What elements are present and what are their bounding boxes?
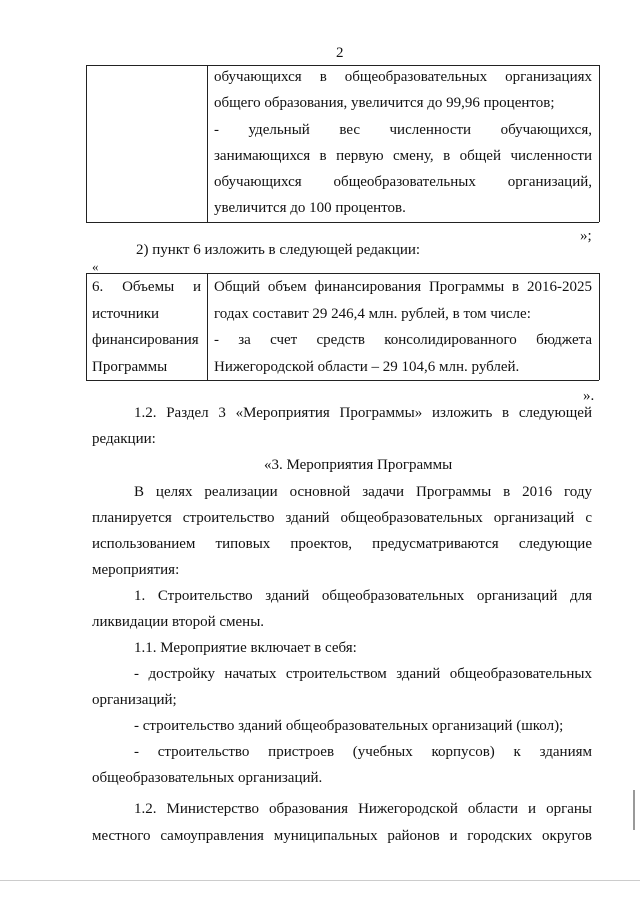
table-right-cell-line: годах составит 29 246,4 млн. рублей, в том числе: xyxy=(214,306,531,322)
section-heading: «3. Мероприятия Программы xyxy=(264,457,453,473)
table-divider xyxy=(207,273,208,380)
table-cell-line: общего образования, увеличится до 99,96 процентов; xyxy=(214,95,555,111)
table-left-cell-line: Программы xyxy=(92,359,168,375)
table-cell-line: обучающихся общеобразовательных организаций, xyxy=(214,174,592,190)
paragraph-line: 1.2. Министерство образования Нижегородской области и органы xyxy=(134,801,592,817)
table-right-border xyxy=(599,273,600,380)
table-right-cell-line: - за счет средств консолидированного бюджета xyxy=(214,332,592,348)
paragraph-line: местного самоуправления муниципальных районов и городских округов xyxy=(92,828,592,844)
table-left-cell-line: 6. Объемы и xyxy=(92,279,201,295)
paragraph-line: редакции: xyxy=(92,431,156,447)
table-cell-line: - удельный вес численности обучающихся, xyxy=(214,122,592,138)
table-cell-line: увеличится до 100 процентов. xyxy=(214,200,406,216)
table-left-border xyxy=(86,65,87,222)
scan-artifact xyxy=(633,790,635,830)
table-right-border xyxy=(599,65,600,222)
table-cell-line: занимающихся в первую смену, в общей численности xyxy=(214,148,592,164)
closing-quote: »; xyxy=(580,228,592,244)
paragraph-line: - достройку начатых строительством зданий общеобразовательных xyxy=(134,666,592,682)
paragraph-line: 1.2. Раздел 3 «Мероприятия Программы» изложить в следующей xyxy=(134,405,592,421)
table-divider xyxy=(207,65,208,222)
paragraph-line: - строительство пристроев (учебных корпусов) к зданиям xyxy=(134,744,592,760)
table-left-border xyxy=(86,273,87,380)
table-right-cell-line: Общий объем финансирования Программы в 2016-2025 xyxy=(214,279,592,295)
paragraph-line: мероприятия: xyxy=(92,562,180,578)
opening-quote: « xyxy=(92,259,99,274)
table-left-cell-line: источники xyxy=(92,306,160,322)
table-bottom-border xyxy=(86,222,599,223)
paragraph-line: ликвидации второй смены. xyxy=(92,614,265,630)
paragraph-line: - строительство зданий общеобразовательных организаций (школ); xyxy=(134,718,564,734)
table-top-border xyxy=(86,273,599,274)
table-bottom-border xyxy=(86,380,599,381)
paragraph-line: В целях реализации основной задачи Программы в 2016 году xyxy=(134,484,592,500)
closing-quote: ». xyxy=(583,388,595,404)
table-left-cell-line: финансирования xyxy=(92,332,199,348)
page-number: 2 xyxy=(336,45,344,61)
table-right-cell-line: Нижегородской области – 29 104,6 млн. рублей. xyxy=(214,359,520,375)
paragraph-line: организаций; xyxy=(92,692,177,708)
paragraph-line: 1. Строительство зданий общеобразовательных организаций для xyxy=(134,588,592,604)
paragraph-line: общеобразовательных организаций. xyxy=(92,770,323,786)
table-top-border xyxy=(86,65,599,66)
item-2-text: 2) пункт 6 изложить в следующей редакции: xyxy=(136,242,421,258)
paragraph-line: планируется строительство зданий общеобразовательных организаций с xyxy=(92,510,592,526)
paragraph-line: использованием типовых проектов, предусматриваются следующие xyxy=(92,536,592,552)
table-cell-line: обучающихся в общеобразовательных организациях xyxy=(214,69,592,85)
paragraph-line: 1.1. Мероприятие включает в себя: xyxy=(134,640,357,656)
scan-artifact xyxy=(0,880,640,881)
